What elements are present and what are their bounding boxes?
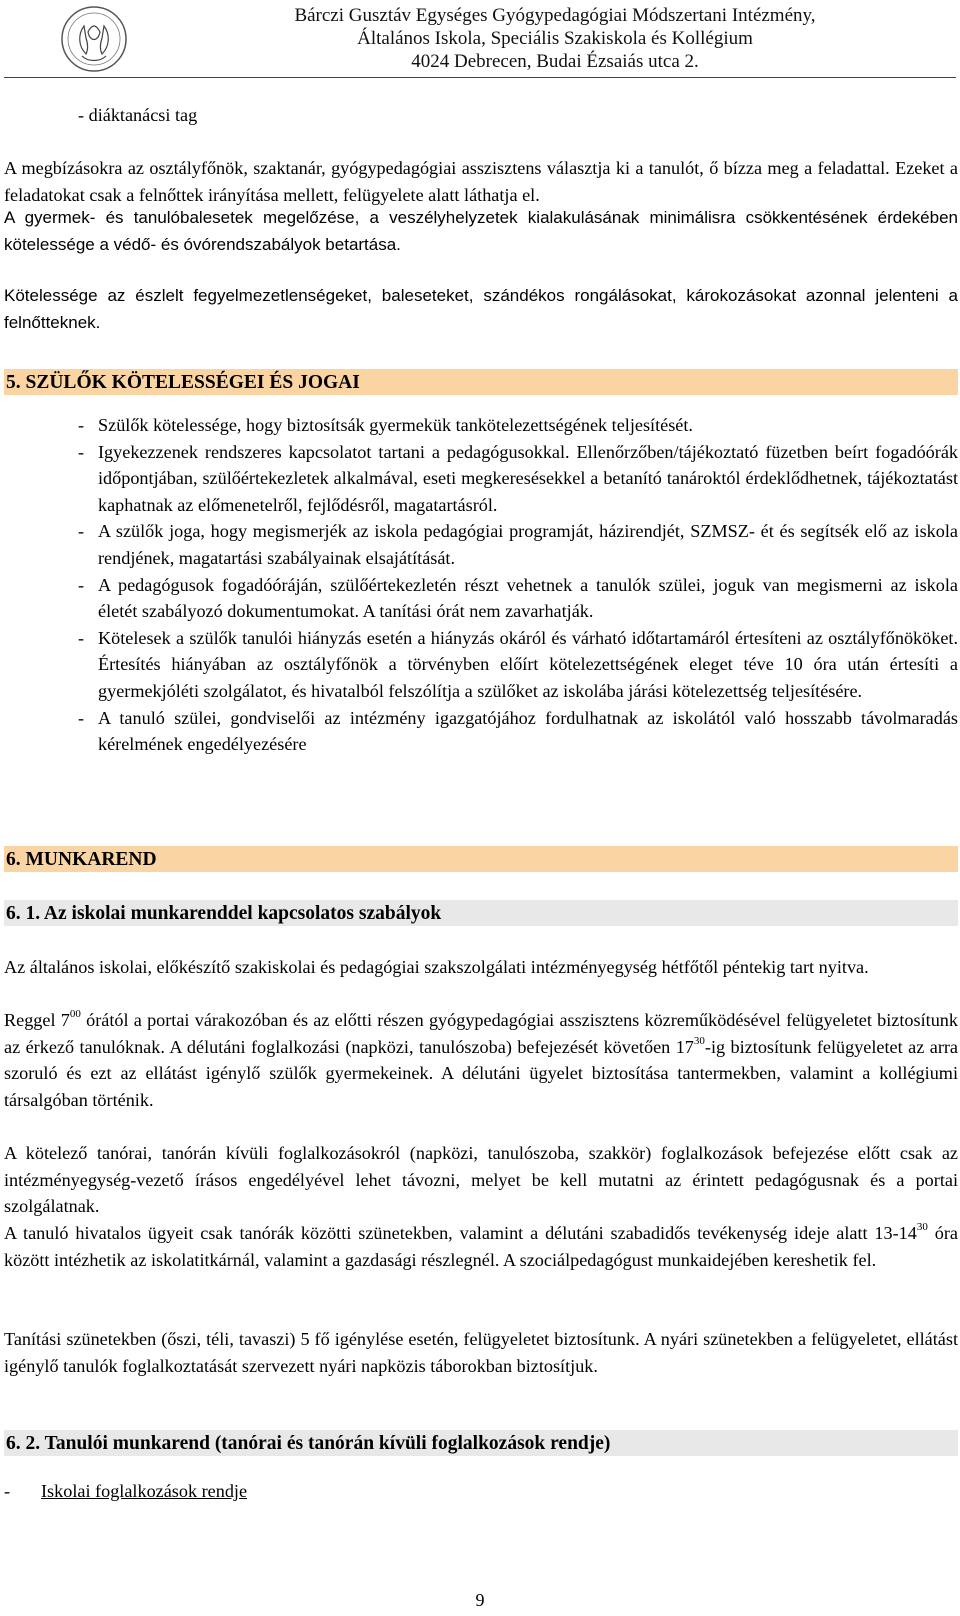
list-item: - A szülők joga, hogy megismerjék az iskola pedagógiai programját, házirendjét, SZMSZ- ét és segítsék elő az iskola rendjének, magatartási szabályainak elsajátítását.	[78, 521, 958, 568]
header-divider	[4, 77, 956, 78]
role-item: - diáktanácsi tag	[78, 105, 198, 125]
official-matters-paragraph: A tanuló hivatalos ügyeit csak tanórák közötti szünetekben, valamint a délutáni szabadidős tevékenység ideje alatt $13-14^{30}$ óra között intézhetik az iskolatitkárnál, valamint a gazdasági részlegnél. A szociálpedagógust munkaidejében kereshetik fel.	[4, 1220, 958, 1270]
parent-duties-list	[78, 412, 958, 758]
institution-type: Általános Iskola, Speciális Szakiskola és Kollégium	[357, 28, 753, 49]
supervision-paragraph: Reggel $7^{00}$ órától a portai várakozóban és az előtti részen gyógypedagógiai asszisztens közreműködésével felügyeletet biztosítunk az érkező tanulóknak. A délutáni foglalkozási (napközi, tanulószoba) befejezését követően $17^{30}-ig$ biztosítunk felügyeletet az arra szoruló és ezt az ellátást igénylő szülők gyermekeinek. A délutáni ügyelet biztosítása tantermekben, valamint a kollégiumi társalgóban történik.	[4, 1007, 959, 1110]
list-item: - Kötelesek a szülők tanulói hiányzás esetén a hiányzás okáról és várható időtartamáról értesíteni az osztályfőnököket. Értesítés hiányában az osztályfőnök a törvényben előírt kötelezettségének eleget téve 10 óra után értesíti a gyermekjóléti szolgálatot, és hivatalból felszólítja a szülőket az iskolába járási kötelezettség teljesítésére.	[78, 627, 958, 701]
section-6-1-heading: 6. 1. Az iskolai munkarenddel kapcsolatos szabályok	[4, 900, 958, 926]
leaving-rules-paragraph: A kötelező tanórai, tanórán kívüli foglalkozásokról (napközi, tanulószoba, szakkör) foglalkozások befejezése előtt csak az intézményegység-vezető írásos engedélyével lehet távozni, melyet be kell mutatni az érintett pedagógusnak és a portai szolgálatnak.	[4, 1143, 958, 1217]
institution-info	[150, 4, 960, 73]
list-item: - A pedagógusok fogadóóráján, szülőértekezletén részt vehetnek a tanulók szülei, joguk van megismerni az iskola életét szabályozó dokumentumokat. A tanítási órát nem zavarhatják.	[78, 574, 958, 622]
institution-name: Bárczi Gusztáv Egységes Gyógypedagógiai Módszertani Intézmény,	[294, 5, 816, 26]
intro-paragraph-3: Kötelessége az észlelt fegyelmezetlenségeket, baleseteket, szándékos rongálásokat, károkozásokat azonnal jelenteni a felnőtteknek.	[4, 286, 958, 332]
section-5-heading: 5. SZÜLŐK KÖTELESSÉGEI ÉS JOGAI	[4, 369, 958, 395]
list-item: - Igyekezzenek rendszeres kapcsolatot tartani a pedagógusokkal. Ellenőrzőben/tájékoztató füzetben beírt fogadóórák időpontjában, szülőértekezletek alkalmával, eseti megkeresésekkel a betanító tanároktól érdeklődhetnek, tájékoztatást kaphatnak az előmenetelről, fejlődésről, magatartásról.	[78, 441, 958, 515]
section-6-2-heading: 6. 2. Tanulói munkarend (tanórai és tanórán kívüli foglalkozások rendje)	[4, 1430, 958, 1456]
page-number: 9	[475, 1590, 485, 1610]
school-activities-label: Iskolai foglalkozások rendje	[41, 1481, 248, 1501]
school-activities-item: - Iskolai foglalkozások rendje	[4, 1481, 248, 1501]
intro-paragraph-1: A megbízásokra az osztályfőnök, szaktanár, gyógypedagógiai asszisztens választja ki a tanulót, ő bízza meg a feladattal. Ezeket a feladatokat csak a felnőttek irányítása mellett, felügyelete alatt láthatja el.	[4, 158, 958, 205]
page-header	[0, 0, 960, 79]
holiday-supervision-paragraph: Tanítási szünetekben (őszi, téli, tavaszi) 5 fő igénylése esetén, felügyeletet biztosítunk. A nyári szünetekben a felügyeletet, ellátást igénylő tanulók foglalkoztatását szervezett nyári napközis táborokban biztosítjuk.	[4, 1329, 958, 1376]
opening-hours-paragraph: Az általános iskolai, előkészítő szakiskolai és pedagógiai szakszolgálati intézményegység hétfőtől péntekig tart nyitva.	[4, 957, 869, 977]
intro-paragraph-2: A gyermek- és tanulóbalesetek megelőzése, a veszélyhelyzetek kialakulásának minimálisra csökkentésének érdekében kötelessége a védő- és óvórendszabályok betartása.	[4, 208, 958, 254]
institution-address: 4024 Debrecen, Budai Ézsaiás utca 2.	[411, 51, 699, 72]
institution-emblem-logo	[58, 4, 130, 74]
list-item: - Szülők kötelessége, hogy biztosítsák gyermekük tankötelezettségének teljesítését.	[78, 415, 693, 435]
list-item: - A tanuló szülei, gondviselői az intézmény igazgatójához fordulhatnak az iskolától való hosszabb távolmaradás kérelmének engedélyezésére	[78, 707, 958, 755]
section-6-heading: 6. MUNKAREND	[4, 846, 958, 872]
